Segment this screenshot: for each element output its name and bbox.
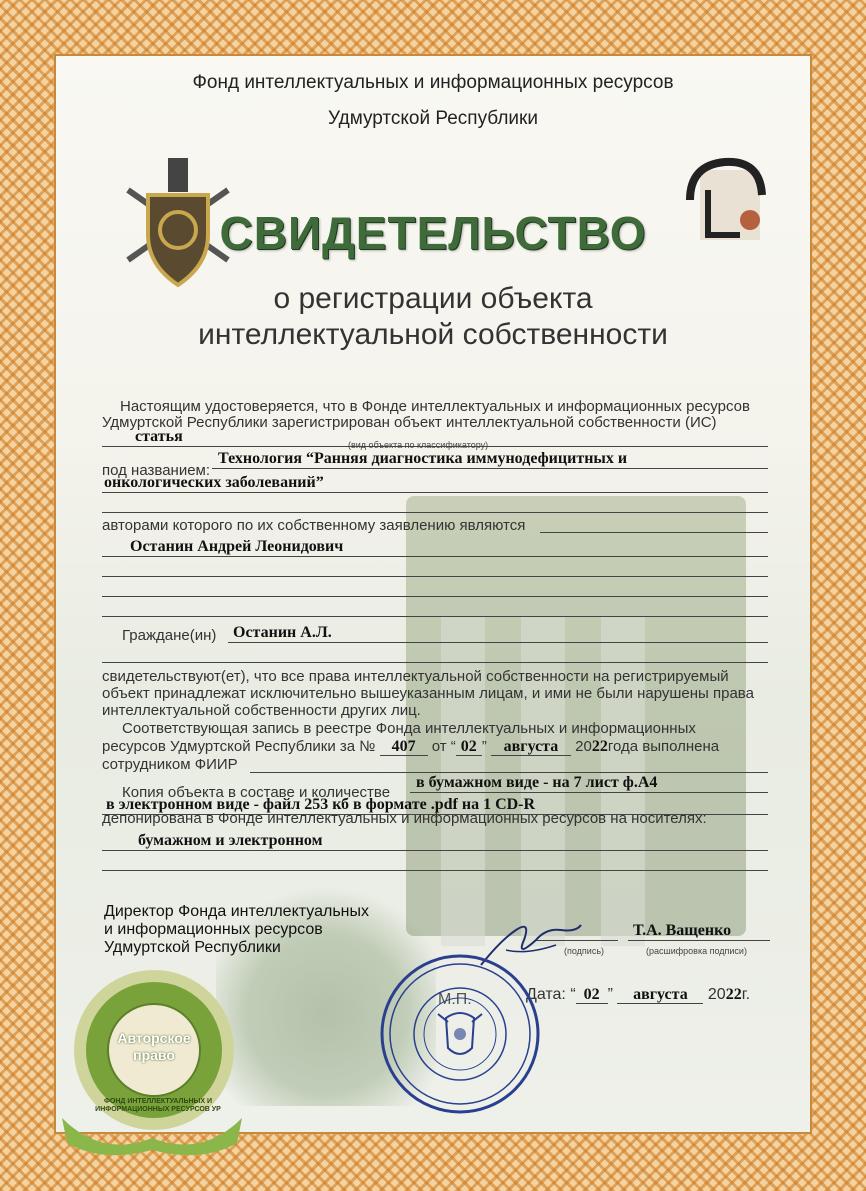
- deposit-label: депонирована в Фонде интеллектуальных и информационных ресурсов на носителях:: [102, 810, 707, 827]
- copyright-badge-icon: [62, 968, 242, 1158]
- registry-text-b: от “: [431, 738, 456, 755]
- registry-line-2: [102, 738, 719, 756]
- citizens-label: Граждане(ин): [122, 627, 217, 644]
- registry-line-3: сотрудником ФИИР: [102, 756, 238, 773]
- registry-text-d: года выполнена: [607, 738, 720, 755]
- header-line-2: Удмуртской Республики: [328, 108, 538, 129]
- name-underline-2: [102, 492, 768, 493]
- registry-line-1: Соответствующая запись в реестре Фонда интеллектуальных и информационных: [122, 720, 696, 737]
- signature-caption: (подпись): [564, 946, 605, 956]
- certify-line-2: объект принадлежат исключительно вышеуказанным лицам, и ими не были нарушены права: [102, 685, 754, 702]
- director-line-1: Директор Фонда интеллектуальных: [104, 903, 369, 920]
- object-name-line-1: Технология “Ранняя диагностика иммунодефицитных и: [218, 450, 628, 467]
- director-line-3: Удмуртской Республики: [104, 939, 281, 956]
- media-value: бумажном и электронном: [138, 832, 323, 849]
- mp-label: М.П.: [438, 991, 472, 1008]
- blank-line: [102, 596, 768, 597]
- subtitle-line-1: о регистрации объекта: [273, 282, 593, 315]
- registry-day: 02: [456, 738, 482, 756]
- registry-underline: [250, 772, 768, 773]
- blank-line: [102, 870, 768, 871]
- date-end: г.: [741, 986, 751, 1003]
- author-underline: [102, 556, 768, 557]
- intro-line-1: Настоящим удостоверяется, что в Фонде интеллектуальных и информационных ресурсов: [120, 398, 750, 415]
- name-underline-1: [212, 468, 768, 469]
- registry-month: августа: [491, 738, 571, 756]
- badge-ring-text: ФОНД ИНТЕЛЛЕКТУАЛЬНЫХ И ИНФОРМАЦИОННЫХ РЕСУРСОВ УР: [95, 1098, 221, 1113]
- media-underline: [102, 850, 768, 851]
- registry-year-prefix: 20: [575, 738, 592, 755]
- certificate-title: СВИДЕТЕЛЬСТВО: [219, 207, 647, 259]
- registry-number: 407: [380, 738, 428, 756]
- object-type-value: статья: [135, 428, 183, 445]
- blank-line: [102, 616, 768, 617]
- authors-underline: [540, 532, 768, 533]
- copy-electronic: в электронном виде - файл 253 кб в формате .pdf на 1 CD-R: [106, 796, 536, 813]
- date-mid: ”: [607, 986, 613, 1003]
- registry-text-a: ресурсов Удмуртской Республики за №: [102, 738, 376, 755]
- director-line-2: и информационных ресурсов: [104, 921, 323, 938]
- date-label: Дата: “: [526, 986, 576, 1003]
- badge-line-2: право: [133, 1047, 175, 1063]
- object-type-caption: (вид объекта по классификатору): [348, 440, 489, 450]
- signatory-name: Т.А. Ващенко: [633, 922, 732, 939]
- date-month: августа: [617, 986, 703, 1004]
- certify-line-1: свидетельствуют(ет), что все права интеллектуальной собственности на регистрируемый: [102, 668, 729, 685]
- blank-line: [102, 512, 768, 513]
- date-year-prefix: 20: [707, 986, 726, 1003]
- date-row: [526, 986, 750, 1004]
- authors-label: авторами которого по их собственному заявлению являются: [102, 517, 526, 534]
- registry-text-c: ”: [481, 738, 487, 755]
- certify-line-3: интеллектуальной собственности других лиц.: [102, 702, 421, 719]
- citizen-underline: [228, 642, 768, 643]
- intro-line-2: Удмуртской Республики зарегистрирован объект интеллектуальной собственности (ИС): [102, 414, 717, 431]
- date-year-suffix: 22: [725, 986, 742, 1003]
- copy-paper: в бумажном виде - на 7 лист ф.А4: [416, 774, 658, 791]
- blank-line: [102, 576, 768, 577]
- citizen-name: Останин А.Л.: [233, 624, 332, 641]
- badge-line-1: Авторское: [117, 1030, 191, 1046]
- subtitle-line-2: интеллектуальной собственности: [198, 318, 668, 351]
- blank-line: [102, 662, 768, 663]
- signatory-underline: [628, 940, 770, 941]
- author-name: Останин Андрей Леонидович: [130, 538, 344, 555]
- signatory-caption: (расшифровка подписи): [646, 946, 747, 956]
- header-line-1: Фонд интеллектуальных и информационных ресурсов: [192, 72, 674, 93]
- registry-year-suffix: 22: [591, 738, 608, 755]
- official-stamp-icon: [378, 952, 542, 1116]
- date-day: 02: [576, 986, 608, 1004]
- name-label: под названием:: [102, 462, 211, 479]
- object-name-line-2: онкологических заболеваний”: [104, 474, 324, 491]
- copy-label: Копия объекта в составе и количестве: [122, 784, 391, 801]
- copy-paper-underline: [410, 792, 768, 793]
